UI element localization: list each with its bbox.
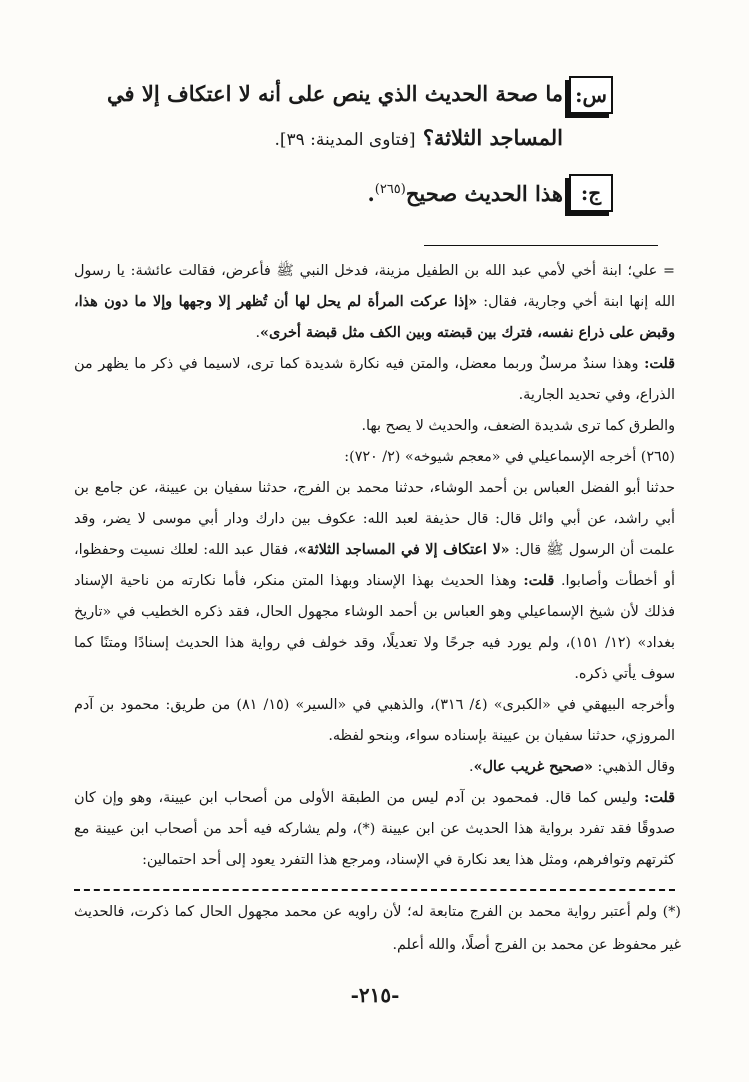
footnote-paragraph xyxy=(74,349,675,411)
footnote-text: . xyxy=(255,325,261,341)
hadith-quote: «لا اعتكاف إلا في المساجد الثلاثة» xyxy=(298,542,510,558)
footnote-text: وهذا سندٌ مرسلٌ وربما معضل، والمتن فيه نكارة شديدة كما ترى، لاسيما في ذكر ما يظهر من الذراع، وفي تحديد الجارية. xyxy=(74,356,675,403)
footnote-heading: (٢٦٥) أخرجه الإسماعيلي في «معجم شيوخه» (٢/ ٧٢٠): xyxy=(344,449,675,465)
note-marker: (*) xyxy=(356,821,376,837)
footnote-paragraph xyxy=(74,256,675,349)
question-body: ما صحة الحديث الذي ينص على أنه لا اعتكاف إلا في المساجد الثلاثة؟ xyxy=(106,81,563,150)
answer-footnote-ref: (٢٦٥) xyxy=(374,182,406,197)
answer-marker: ج: xyxy=(569,174,613,212)
footnote-paragraph xyxy=(74,783,675,876)
footnote-text: = علي؛ ابنة أخي لأمي عبد الله بن الطفيل مزينة، فدخل النبي ﷺ فأعرض، فقالت عائشة: يا رسول الله إنها ابنة أخي وجارية، فقال: xyxy=(74,263,675,310)
answer-end: . xyxy=(367,181,375,206)
footnote-paragraph xyxy=(74,473,675,690)
answer-text xyxy=(300,170,563,214)
hadith-quote: «إذا عركت المرأة لم يحل لها أن تُظهر إلا وجهها وإلا ما دون هذا، وقبض على ذراع نفسه، فترك بين قبضته وبين الكف مثل قبضة أخرى» xyxy=(74,294,675,341)
note-separator xyxy=(74,889,675,891)
footnote-text: حدثنا أبو الفضل العباس بن أحمد الوشاء، حدثنا محمد بن الفرج، حدثنا سفيان بن عيينة، عن جامع بن أبي راشد، عن أبي وائل قال: قال حذيفة لعبد الله: عكوف بين دارك ودار أبي موسى لا يضر، وقد علمت أن الرسول ﷺ قال: xyxy=(74,480,675,558)
qultu-label: قلت: xyxy=(644,356,675,372)
qultu-label: قلت: xyxy=(523,573,555,589)
page-number: -٢١٥- xyxy=(350,983,400,1007)
side-note-text: (*) ولم أعتبر رواية محمد بن الفرج متابعة له؛ لأن راويه عن محمد مجهول الحال كما ذكرت، فالحديث غير محفوظ عن محمد بن الفرج أصلًا، والله أعلم. xyxy=(74,904,681,953)
footnote-paragraph: والطرق كما ترى شديدة الضعف، والحديث لا يصح بها. xyxy=(361,418,675,434)
footnote-separator xyxy=(424,245,658,246)
footnote-text: . xyxy=(469,759,474,775)
question-reference: [فتاوى المدينة: ٣٩]. xyxy=(274,130,416,150)
footnote-text: ، فقال عبد الله: لعلك نسيت وحفظوا، أو أخطأت وأصابوا. xyxy=(74,542,676,589)
footnote-text: وليس كما قال. فمحمود بن آدم ليس من الطبقة الأولى من أصحاب ابن عيينة، وهو وإن كان صدوقًا فقد تفرد برواية هذا الحديث عن ابن عيينة xyxy=(74,790,675,837)
footnote-text: ، ولم يشاركه فيه أحد من أصحاب ابن عيينة مع كثرتهم وتوافرهم، ومثل هذا يعد نكارة في الإسناد، ومرجع هذا التفرد يعود إلى أحد احتمالين: xyxy=(74,821,675,868)
side-note xyxy=(74,896,681,962)
footnote-paragraph xyxy=(74,752,675,783)
footnote-text: وقال الذهبي: xyxy=(593,759,675,775)
question-text xyxy=(70,72,563,162)
question-marker: س: xyxy=(569,76,613,114)
footnotes-block xyxy=(74,256,675,876)
qultu-label: قلت: xyxy=(644,790,675,806)
footnote-paragraph: وأخرجه البيهقي في «الكبرى» (٤/ ٣١٦)، والذهبي في «السير» (١٥/ ٨١) من طريق: محمود بن آدم المروزي، حدثنا سفيان بن عيينة بإسناده سواء، وبنحو لفظه. xyxy=(74,697,675,744)
answer-body: هذا الحديث صحيح xyxy=(405,181,563,206)
footnote-text: وهذا الحديث بهذا الإسناد وبهذا المتن منكر، فأما نكارته من ناحية الإسناد فذلك لأن شيخ الإسماعيلي وهو العباس بن أحمد الوشاء مجهول الحال، فقد ذكره الخطيب في «تاريخ بغداد» (١٢/ ١٥١)، ولم يورد فيه جرحًا ولا تعديلًا، وقد خولف في رواية هذا الحديث إسنادًا ومتنًا كما سوف يأتي ذكره. xyxy=(74,573,675,682)
hadith-quote: «صحيح غريب عال» xyxy=(473,759,593,775)
